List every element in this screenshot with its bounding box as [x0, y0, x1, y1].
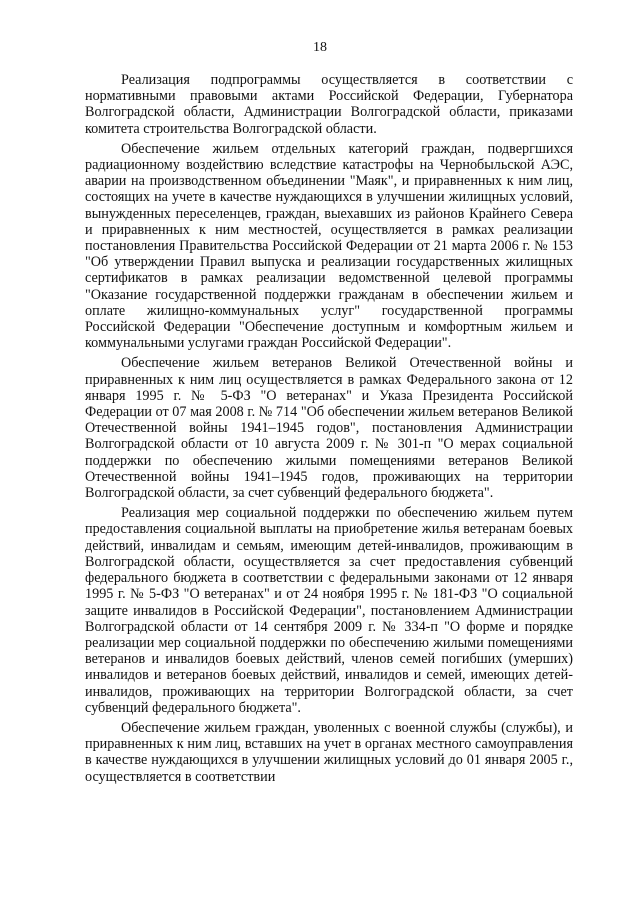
paragraph-radiation-affected-housing: Обеспечение жильем отдельных категорий граждан, подвергшихся радиационному воздействию вследствие катастрофы на Чернобыльской АЭС, аварии на производственном объединении "Маяк", и приравненных к ним лиц, состоящих на учете в качестве нуждающихся в улучшении жилищных условий, вынужденных переселенцев, граждан, выехавших из районов Крайнего Севера и приравненных к ним местностей, осуществляется в рамках реализации постановления Правительства Российской Федерации от 21 марта 2006 г. № 153 "Об утверждении Правил выпуска и реализации государственных жилищных сертификатов в рамках реализации ведомственной целевой программы "Оказание государственной поддержки гражданам в обеспечении жильем и оплате жилищно-коммунальных услуг" государственной программы Российской Федерации "Обеспечение доступным и комфортным жильем и коммунальными услугами граждан Российской Федерации". [85, 140, 573, 352]
paragraph-combat-veterans-disabled-support: Реализация мер социальной поддержки по обеспечению жильем путем предоставления социальной выплаты на приобретение жилья ветеранам боевых действий, инвалидам и семьям, имеющим детей-инвалидов, проживающим в Волгоградской области, осуществляется за счет предоставления субвенций федерального бюджета в соответствии с федеральными законами от 12 января 1995 г. № 5-ФЗ "О ветеранах" и от 24 ноября 1995 г. № 181-ФЗ "О социальной защите инвалидов в Российской Федерации", постановлением Администрации Волгоградской области от 14 сентября 2009 г. № 334-п "О форме и порядке реализации мер социальной поддержки по обеспечению жилыми помещениями ветеранов и инвалидов боевых действий, членов семей погибших (умерших) инвалидов и ветеранов боевых действий, инвалидов и семей, имеющих детей-инвалидов, проживающих на территории Волгоградской области, за счет субвенций федерального бюджета". [85, 505, 573, 716]
document-body [85, 72, 573, 785]
paragraph-military-service-housing: Обеспечение жильем граждан, уволенных с военной службы (службы), и приравненных к ним лиц, вставших на учет в органах местного самоуправления в качестве нуждающихся в улучшении жилищных условий до 01 января 2005 г., осуществляется в соответствии [85, 719, 573, 785]
paragraph-implementation-regulations: Реализация подпрограммы осуществляется в соответствии с нормативными правовыми актами Российской Федерации, Губернатора Волгоградской области, Администрации Волгоградской области, приказами комитета строительства Волгоградской области. [85, 72, 573, 137]
page-number: 18 [313, 40, 327, 55]
paragraph-war-veterans-housing: Обеспечение жильем ветеранов Великой Отечественной войны и приравненных к ним лиц осуществляется в рамках Федерального закона от 12 января 1995 г. № 5-ФЗ "О ветеранах" и Указа Президента Российской Федерации от 07 мая 2008 г. № 714 "Об обеспечении жильем ветеранов Великой Отечественной войны 1941–1945 годов", постановления Администрации Волгоградской области от 10 августа 2009 г. № 301-п "О мерах социальной поддержки по обеспечению жилыми помещениями ветеранов Великой Отечественной войны 1941–1945 годов, проживающих на территории Волгоградской области, за счет субвенций федерального бюджета". [85, 355, 573, 502]
